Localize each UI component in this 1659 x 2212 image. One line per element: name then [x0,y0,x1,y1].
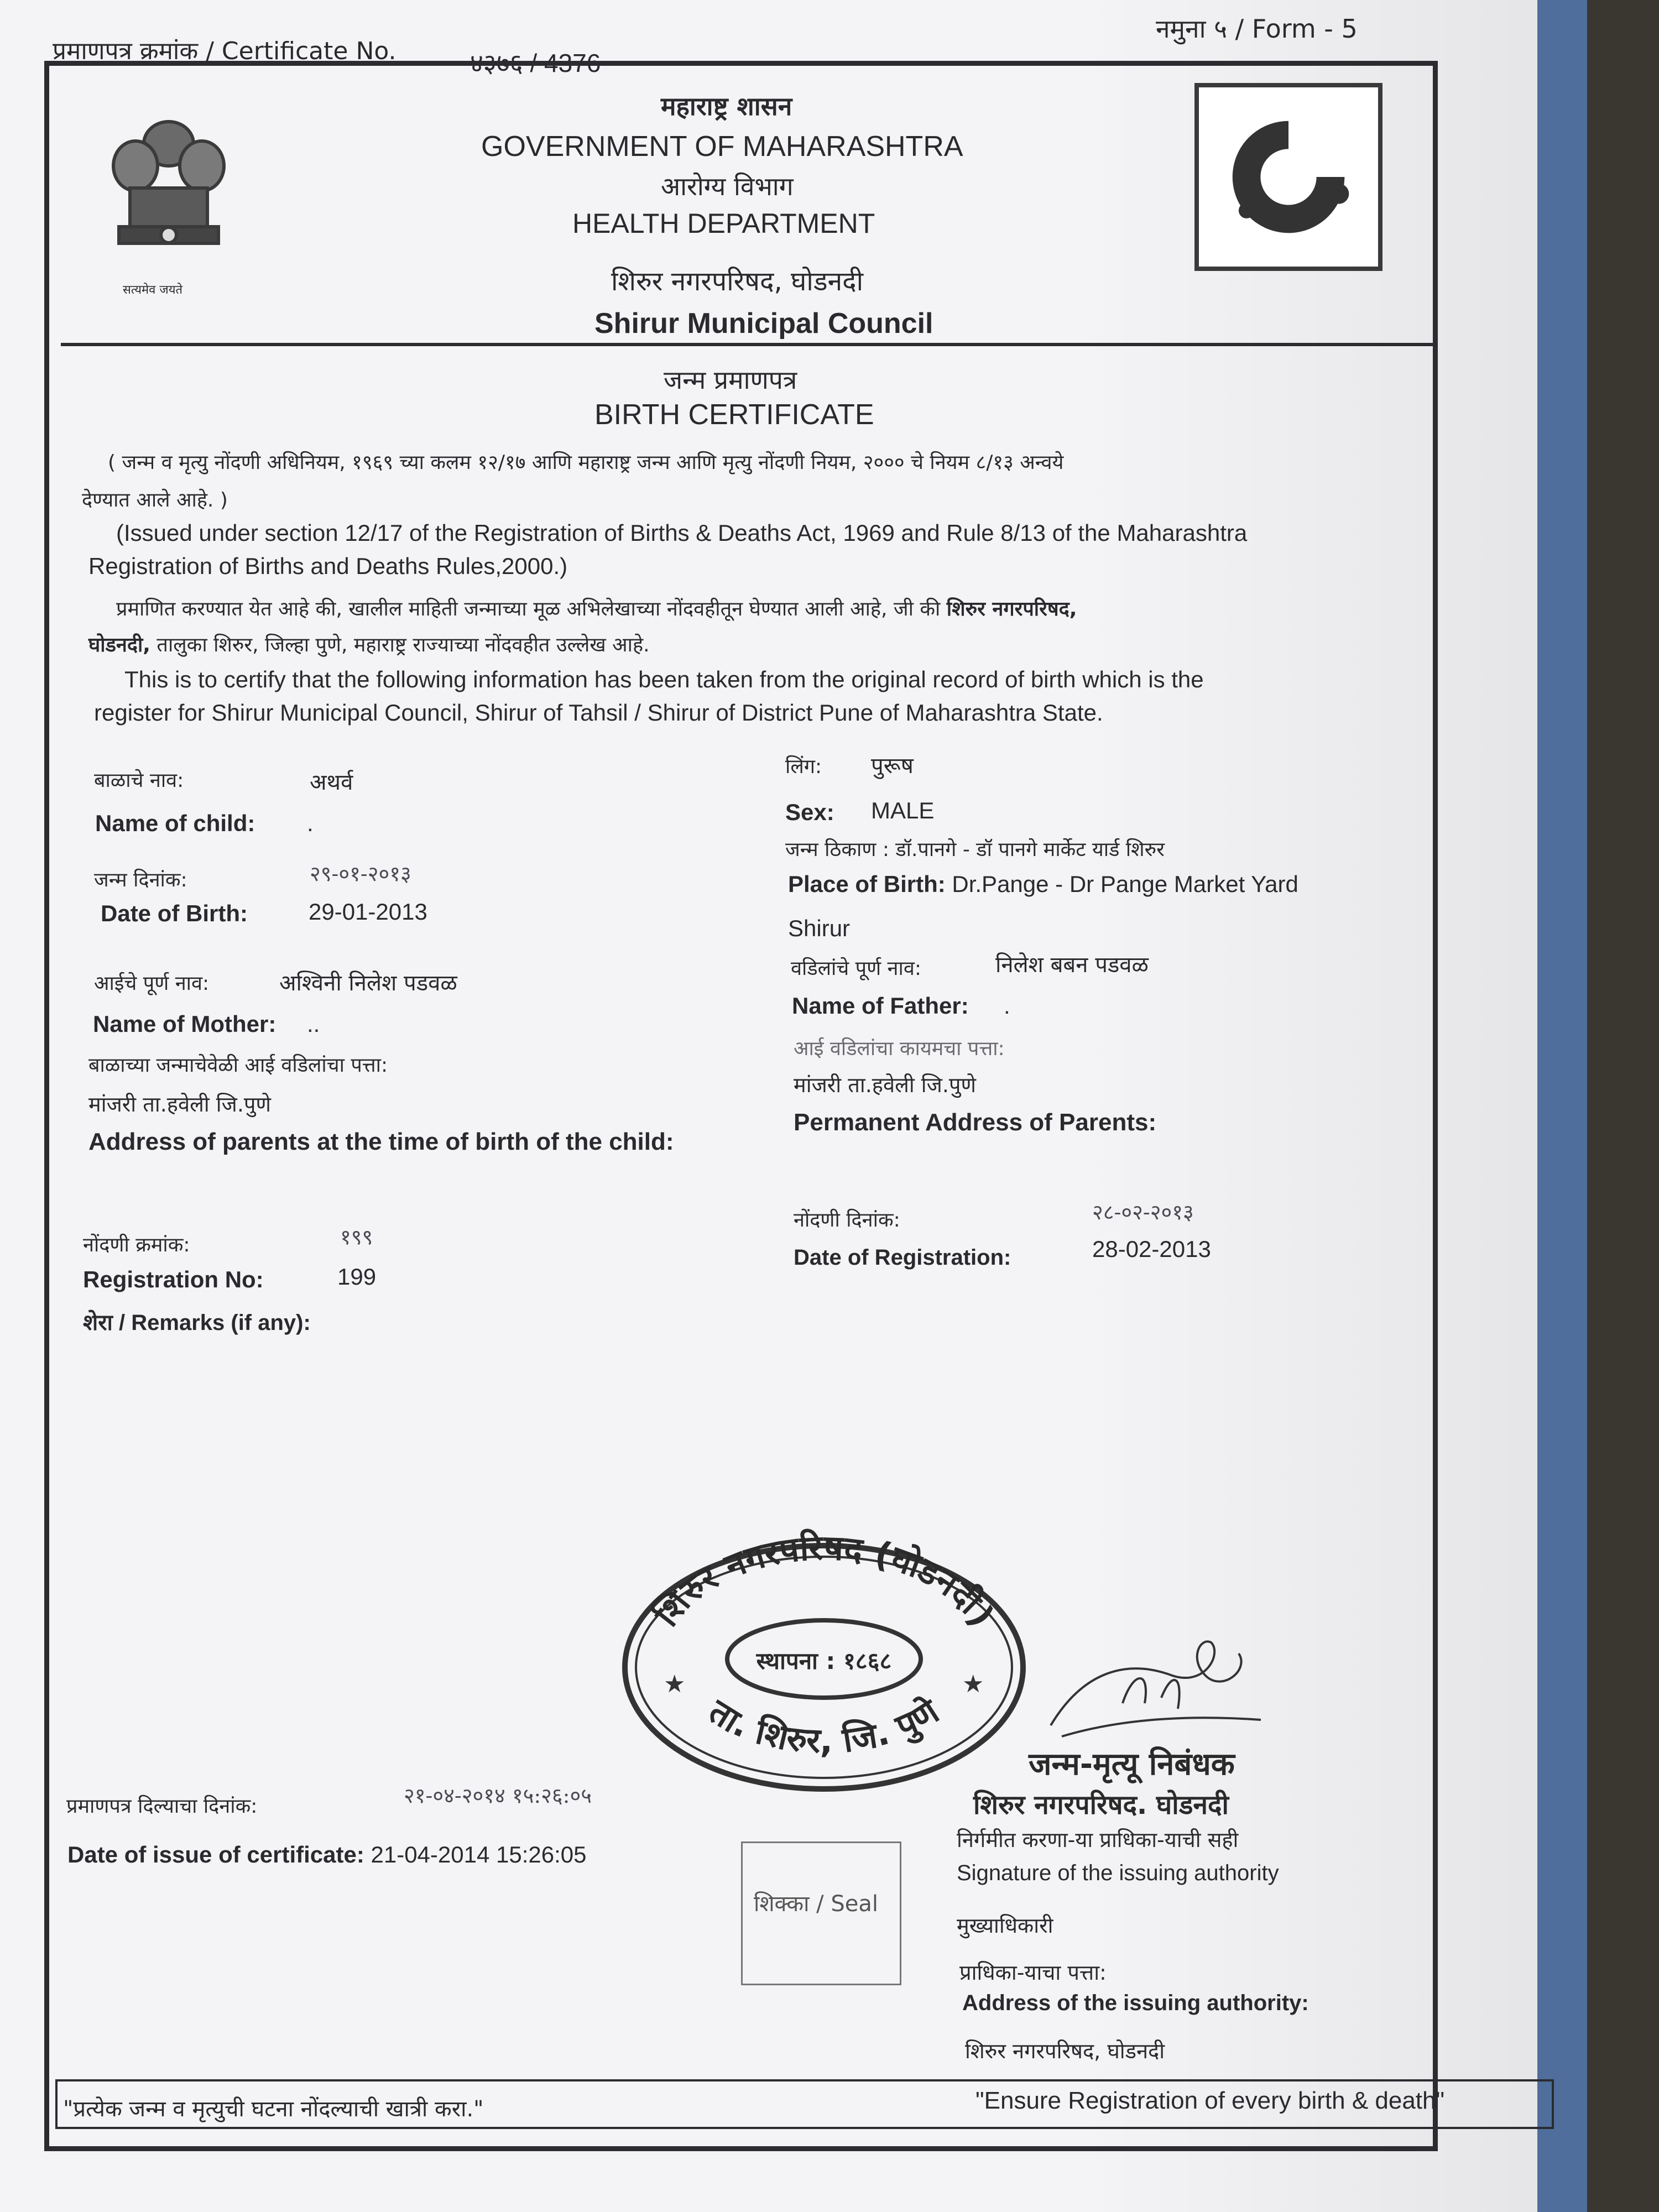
child-name-mr-value: अथर्व [310,770,353,795]
child-name-en-label: Name of child: [95,810,255,836]
table-surface [1587,0,1659,2212]
place-of-birth-en-line2: Shirur [788,915,851,941]
dept-title-en: HEALTH DEPARTMENT [572,208,875,239]
act-text-mr-2: देण्यात आले आहे. ) [82,489,228,512]
reg-no-en-label: Registration No: [83,1266,264,1292]
sex-mr-value: पुरूष [871,753,914,779]
seal-label: शिक्का / Seal [754,1891,878,1917]
footer-slogan-box [55,2079,1554,2129]
title-mr: जन्म प्रमाणपत्र [664,365,797,395]
certify-text-en-1: This is to certify that the following information has been taken from the original record of birth which is the [124,666,1204,692]
mother-en-value: .. [307,1011,320,1037]
authority-address-mr-value: शिरुर नगरपरिषद, घोडनदी [965,2039,1165,2063]
sex-en-label: Sex: [785,799,834,825]
permanent-address-mr-value: मांजरी ता.हवेली जि.पुणे [794,1073,976,1097]
certify-text-mr-1: प्रमाणित करण्यात येत आहे की, खालील माहिती जन्माच्या मूळ अभिलेखाच्या नोंदवहीतून घेण्यात आली आहे, जी की शिरुर नगरपरिषद, [116,598,1077,620]
footer-slogan-en: "Ensure Registration of every birth & death" [975,2087,1445,2114]
stamp-bottom-text: ता. शिरुर, जि. पुणे [702,1691,946,1761]
act-text-en-2: Registration of Births and Deaths Rules,2000.) [88,553,568,579]
father-mr-label: वडिलांचे पूर्ण नाव: [791,957,922,980]
blue-folder-edge [1537,0,1587,2212]
certificate-no-label: प्रमाणपत्र क्रमांक / Certificate No. [53,37,397,65]
gov-title-mr: महाराष्ट्र शासन [661,91,792,121]
issue-date-mr-value: २१-०४-२०१४ १५:२६:०५ [404,1783,592,1808]
gov-title-en: GOVERNMENT OF MAHARASHTRA [481,131,963,163]
mother-en-label: Name of Mother: [93,1011,276,1037]
svg-text:ता. शिरुर, जि. पुणे [702,1691,947,1761]
header-divider [61,343,1438,346]
certify-text-mr-2: घोडनदी, तालुका शिरुर, जिल्हा पुणे, महाराष्ट्र राज्याच्या नोंदवहीत उल्लेख आहे. [88,634,650,656]
authority-address-en-label: Address of the issuing authority: [962,1991,1309,2015]
designation-mr: मुख्याधिकारी [957,1913,1053,1938]
issue-date-mr-label: प्रमाणपत्र दिल्याचा दिनांक: [66,1795,258,1818]
permanent-address-en-label: Permanent Address of Parents: [794,1109,1157,1136]
mother-mr-label: आईचे पूर्ण नाव: [94,972,210,995]
certificate-no-value: ४३७६ / 4376 [470,49,601,77]
signature-label-mr: निर्गमीत करणा-या प्राधिका-याची सही [957,1828,1239,1852]
act-text-mr-1: ( जन्म व मृत्यु नोंदणी अधिनियम, १९६९ च्या कलम १२/१७ आणि महाराष्ट्र जन्म आणि मृत्यु नोंदणी नियम, २००० चे नियम ८/१३ अन्वये [108,451,1064,474]
birth-address-en-label: Address of parents at the time of birth of the child: [88,1128,674,1155]
father-en-value: . [1004,993,1010,1019]
place-of-birth-mr: जन्म ठिकाण : डॉ.पानगे - डॉ पानगे मार्केट यार्ड शिरुर [785,838,1165,861]
footer-slogan-mr: "प्रत्येक जन्म व मृत्युची घटना नोंदल्याची खात्री करा." [63,2096,484,2122]
stamp-star-right-icon: ★ [962,1671,984,1698]
signature-scribble [1040,1637,1272,1759]
certify-text-en-2: register for Shirur Municipal Council, Shirur of Tahsil / Shirur of District Pune of Maharashtra State. [94,700,1103,726]
council-title-en: Shirur Municipal Council [594,307,933,340]
emblem-motto: सत्यमेव जयते [123,283,183,297]
issue-date-en-label: Date of issue of certificate: [67,1841,364,1867]
dob-mr-label: जन्म दिनांक: [94,869,187,891]
stamp-middle-text: स्थापना : १८६८ [756,1647,892,1674]
authority-address-mr-label: प्राधिका-याचा पत्ता: [959,1960,1107,1985]
sex-en-value: MALE [871,797,935,823]
remarks-label: शेरा / Remarks (if any): [83,1311,311,1335]
municipal-stamp [603,1526,1045,1803]
seal-box [741,1841,901,1985]
reg-date-en-label: Date of Registration: [794,1245,1011,1270]
father-mr-value: निलेश बबन पडवळ [995,952,1149,978]
dob-mr-value: २९-०१-२०१३ [310,862,411,886]
council-logo-icon [1199,87,1378,267]
registrar-council-mr: शिरुर नगरपरिषद. घोडनदी [973,1790,1229,1820]
place-of-birth-en-label: Place of Birth: [788,871,946,897]
birth-address-mr-label: बाळाच्या जन्माचेवेळी आई वडिलांचा पत्ता: [88,1054,388,1077]
stamp-star-left-icon: ★ [664,1671,686,1698]
issue-date-en [67,1841,586,1868]
signature-label-en: Signature of the issuing authority [957,1861,1279,1885]
national-emblem-icon [100,105,238,288]
act-text-en-1: (Issued under section 12/17 of the Registration of Births & Deaths Act, 1969 and Rule 8/13 of the Maharashtra [116,520,1248,546]
reg-no-en-value: 199 [337,1264,377,1290]
dob-en-value: 29-01-2013 [309,899,427,925]
stamp-top-text: शिरुर नगरपरिषद (घोडनदी) [646,1527,1003,1634]
dept-title-mr: आरोग्य विभाग [661,171,794,201]
dob-en-label: Date of Birth: [101,900,248,926]
issue-date-en-value: 21-04-2014 15:26:05 [371,1841,587,1867]
reg-no-mr-label: नोंदणी क्रमांक: [83,1234,190,1256]
reg-date-mr-value: २८-०२-२०१३ [1092,1200,1194,1224]
form-number: नमुना ५ / Form - 5 [1156,14,1358,44]
reg-date-mr-label: नोंदणी दिनांक: [794,1209,900,1232]
registrar-title-mr: जन्म-मृत्यू निबंधक [1029,1746,1235,1782]
permanent-address-mr-label: आई वडिलांचा कायमचा पत्ता: [794,1037,1005,1060]
sex-mr-label: लिंग: [785,755,822,778]
place-of-birth-en [788,871,1298,898]
father-en-label: Name of Father: [792,993,969,1019]
place-of-birth-en-value: Dr.Pange - Dr Pange Market Yard [952,871,1298,897]
reg-date-en-value: 28-02-2013 [1092,1236,1211,1262]
child-name-en-value: . [307,810,314,836]
title-en: BIRTH CERTIFICATE [594,399,874,431]
council-title-mr: शिरुर नगरपरिषद, घोडनदी [611,266,864,297]
mother-mr-value: अश्विनी निलेश पडवळ [279,971,457,996]
reg-no-mr-value: १९९ [340,1225,373,1249]
birth-address-mr-value: मांजरी ता.हवेली जि.पुणे [88,1092,271,1117]
council-logo [1194,83,1383,271]
child-name-mr-label: बाळाचे नाव: [94,769,184,792]
